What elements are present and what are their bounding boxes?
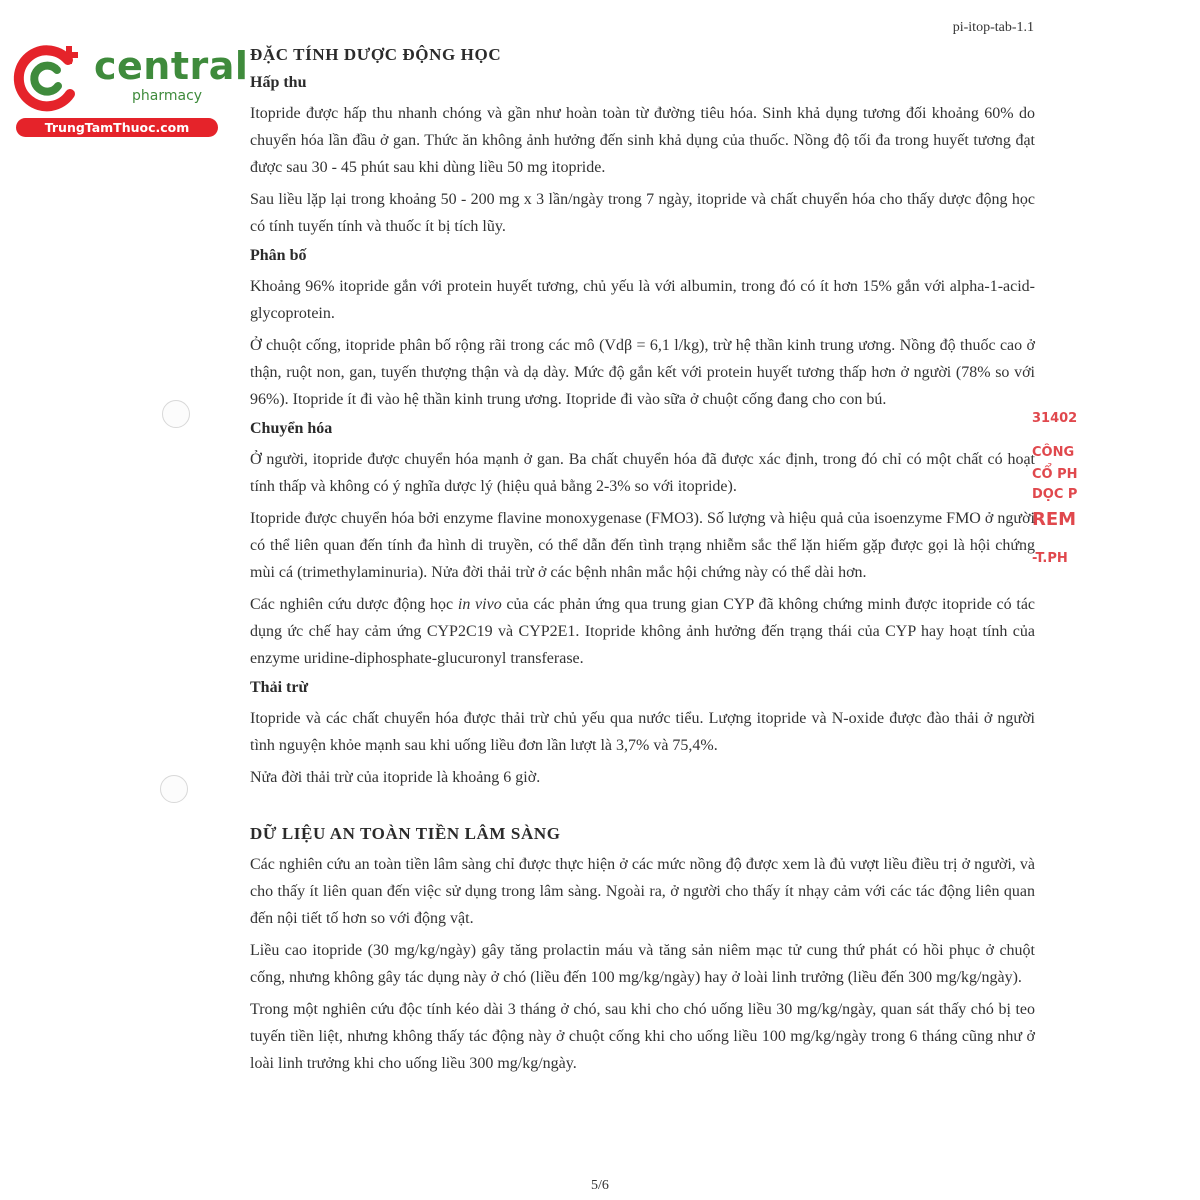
text-span: của các phản ứng qua trung gian CYP đã không chứng minh được itopride có tác dụng ức chế hay cảm ứng CYP2C19 và CYP2E1. Itopride không ảnh hưởng đến trạng thái của CYP hay hoạt tính của enzyme uridine-diphosphate-glucuronyl transferase. — [250, 596, 1036, 667]
paragraph: Itopride được hấp thu nhanh chóng và gần như hoàn toàn từ đường tiêu hóa. Sinh khả dụng tương đối khoảng 60% do chuyển hóa lần đầu ở gan. Thức ăn không ảnh hưởng đến sinh khả dụng của thuốc. Nồng độ tối đa trong huyết tương đạt được sau 30 - 45 phút sau khi dùng liều 50 mg itopride. — [250, 105, 1035, 176]
paragraph — [250, 591, 1035, 672]
punch-hole — [160, 775, 188, 803]
text-span: Các nghiên cứu dược động học — [250, 596, 458, 613]
paragraph: Itopride được chuyển hóa bởi enzyme flavine monoxygenase (FMO3). Số lượng và hiệu quả của isoenzyme FMO ở người có thể liên quan đến tính đa hình di truyền, có thể dẫn đến tình trạng nhiễm sắc thể lặn hiếm gặp được gọi là hội chứng mùi cá (trimethylaminuria). Nửa đời thải trừ ở các bệnh nhân mắc hội chứng này có thể dài hơn. — [250, 510, 1035, 581]
heading-excretion: Thải trừ — [250, 679, 309, 696]
paragraph: Các nghiên cứu an toàn tiền lâm sàng chỉ được thực hiện ở các mức nồng độ được xem là đủ vượt liều điều trị ở người, và cho thấy ít liên quan đến việc sử dụng trong lâm sàng. Ngoài ra, ở người cho thấy ít nhạy cảm với các tác động liên quan đến nội tiết tố hơn so với động vật. — [250, 856, 1035, 927]
paragraph: Trong một nghiên cứu độc tính kéo dài 3 tháng ở chó, sau khi cho chó uống liều 30 mg/kg/ngày, quan sát thấy chó bị teo tuyến tiền liệt, nhưng không thấy tác động này ở chuột cống khi cho uống liều 100 mg/kg/ngày trong 6 tháng cũng như ở loài linh trưởng khi cho uống liều 300 mg/kg/ngày. — [250, 1001, 1035, 1072]
paragraph: Sau liều lặp lại trong khoảng 50 - 200 mg x 3 lần/ngày trong 7 ngày, itopride và chất chuyển hóa cho thấy dược động học có tính tuyến tính và thuốc ít bị tích lũy. — [250, 191, 1035, 235]
document-code: pi-itop-tab-1.1 — [952, 20, 1034, 35]
logo-subtitle: pharmacy — [132, 88, 203, 104]
paragraph: Nửa đời thải trừ của itopride là khoảng 6 giờ. — [250, 769, 541, 786]
paragraph: Khoảng 96% itopride gắn với protein huyết tương, chủ yếu là với albumin, trong đó có ít hơn 15% gắn với alpha-1-acid-glycoprotein. — [250, 278, 1035, 322]
company-stamp — [1032, 405, 1082, 575]
section-title-preclinical-safety: DỮ LIỆU AN TOÀN TIỀN LÂM SÀNG — [250, 824, 561, 843]
page-number: 5/6 — [591, 1178, 609, 1193]
heading-distribution: Phân bố — [250, 247, 307, 264]
stamp-text: -T.PH — [1032, 551, 1068, 566]
document-content — [250, 44, 1035, 1082]
paragraph: Liều cao itopride (30 mg/kg/ngày) gây tăng prolactin máu và tăng sản niêm mạc tử cung thứ phát có hồi phục ở chuột cống, nhưng không gây tác dụng này ở chó (liều đến 100 mg/kg/ngày) hay ở loài linh trưởng (liều đến 300 mg/kg/ngày). — [250, 942, 1035, 986]
italic-term: in vivo — [457, 596, 502, 613]
stamp-text: CỔ PH — [1032, 467, 1078, 482]
stamp-text: REM — [1032, 509, 1077, 530]
paragraph: Ở chuột cống, itopride phân bố rộng rãi trong các mô (Vdβ = 6,1 l/kg), trừ hệ thần kinh trung ương. Nồng độ thuốc cao ở thận, ruột non, gan, tuyến thượng thận và dạ dày. Mức độ gắn kết với protein huyết tương thấp hơn ở người (78% so với 96%). Itopride ít đi vào hệ thần kinh trung ương. Itopride đi vào sữa ở chuột cống đang cho con bú. — [250, 337, 1035, 408]
logo-site-url[interactable]: TrungTamThuoc.com — [16, 118, 218, 137]
heading-absorption: Hấp thu — [250, 74, 307, 91]
logo-brand-name: central — [94, 44, 249, 88]
section-title-pharmacokinetics: ĐẶC TÍNH DƯỢC ĐỘNG HỌC — [250, 45, 502, 64]
stamp-text: 31402 — [1032, 411, 1078, 426]
central-pharmacy-logo[interactable] — [10, 36, 249, 136]
paragraph: Ở người, itopride được chuyển hóa mạnh ở gan. Ba chất chuyển hóa đã được xác định, trong đó chỉ có một chất có hoạt tính thấp và không có ý nghĩa dược lý (hiệu quả bằng 2-3% so với itopride). — [250, 451, 1035, 495]
stamp-text: CÔNG — [1032, 445, 1075, 460]
punch-hole — [162, 400, 190, 428]
central-logo-icon — [10, 40, 86, 116]
paragraph: Itopride và các chất chuyển hóa được thải trừ chủ yếu qua nước tiểu. Lượng itopride và N-oxide được đào thải ở người tình nguyện khỏe mạnh sau khi uống liều đơn lần lượt là 3,7% và 75,4%. — [250, 710, 1035, 754]
stamp-text: DỌC P — [1032, 487, 1078, 502]
heading-metabolism: Chuyển hóa — [250, 420, 333, 437]
